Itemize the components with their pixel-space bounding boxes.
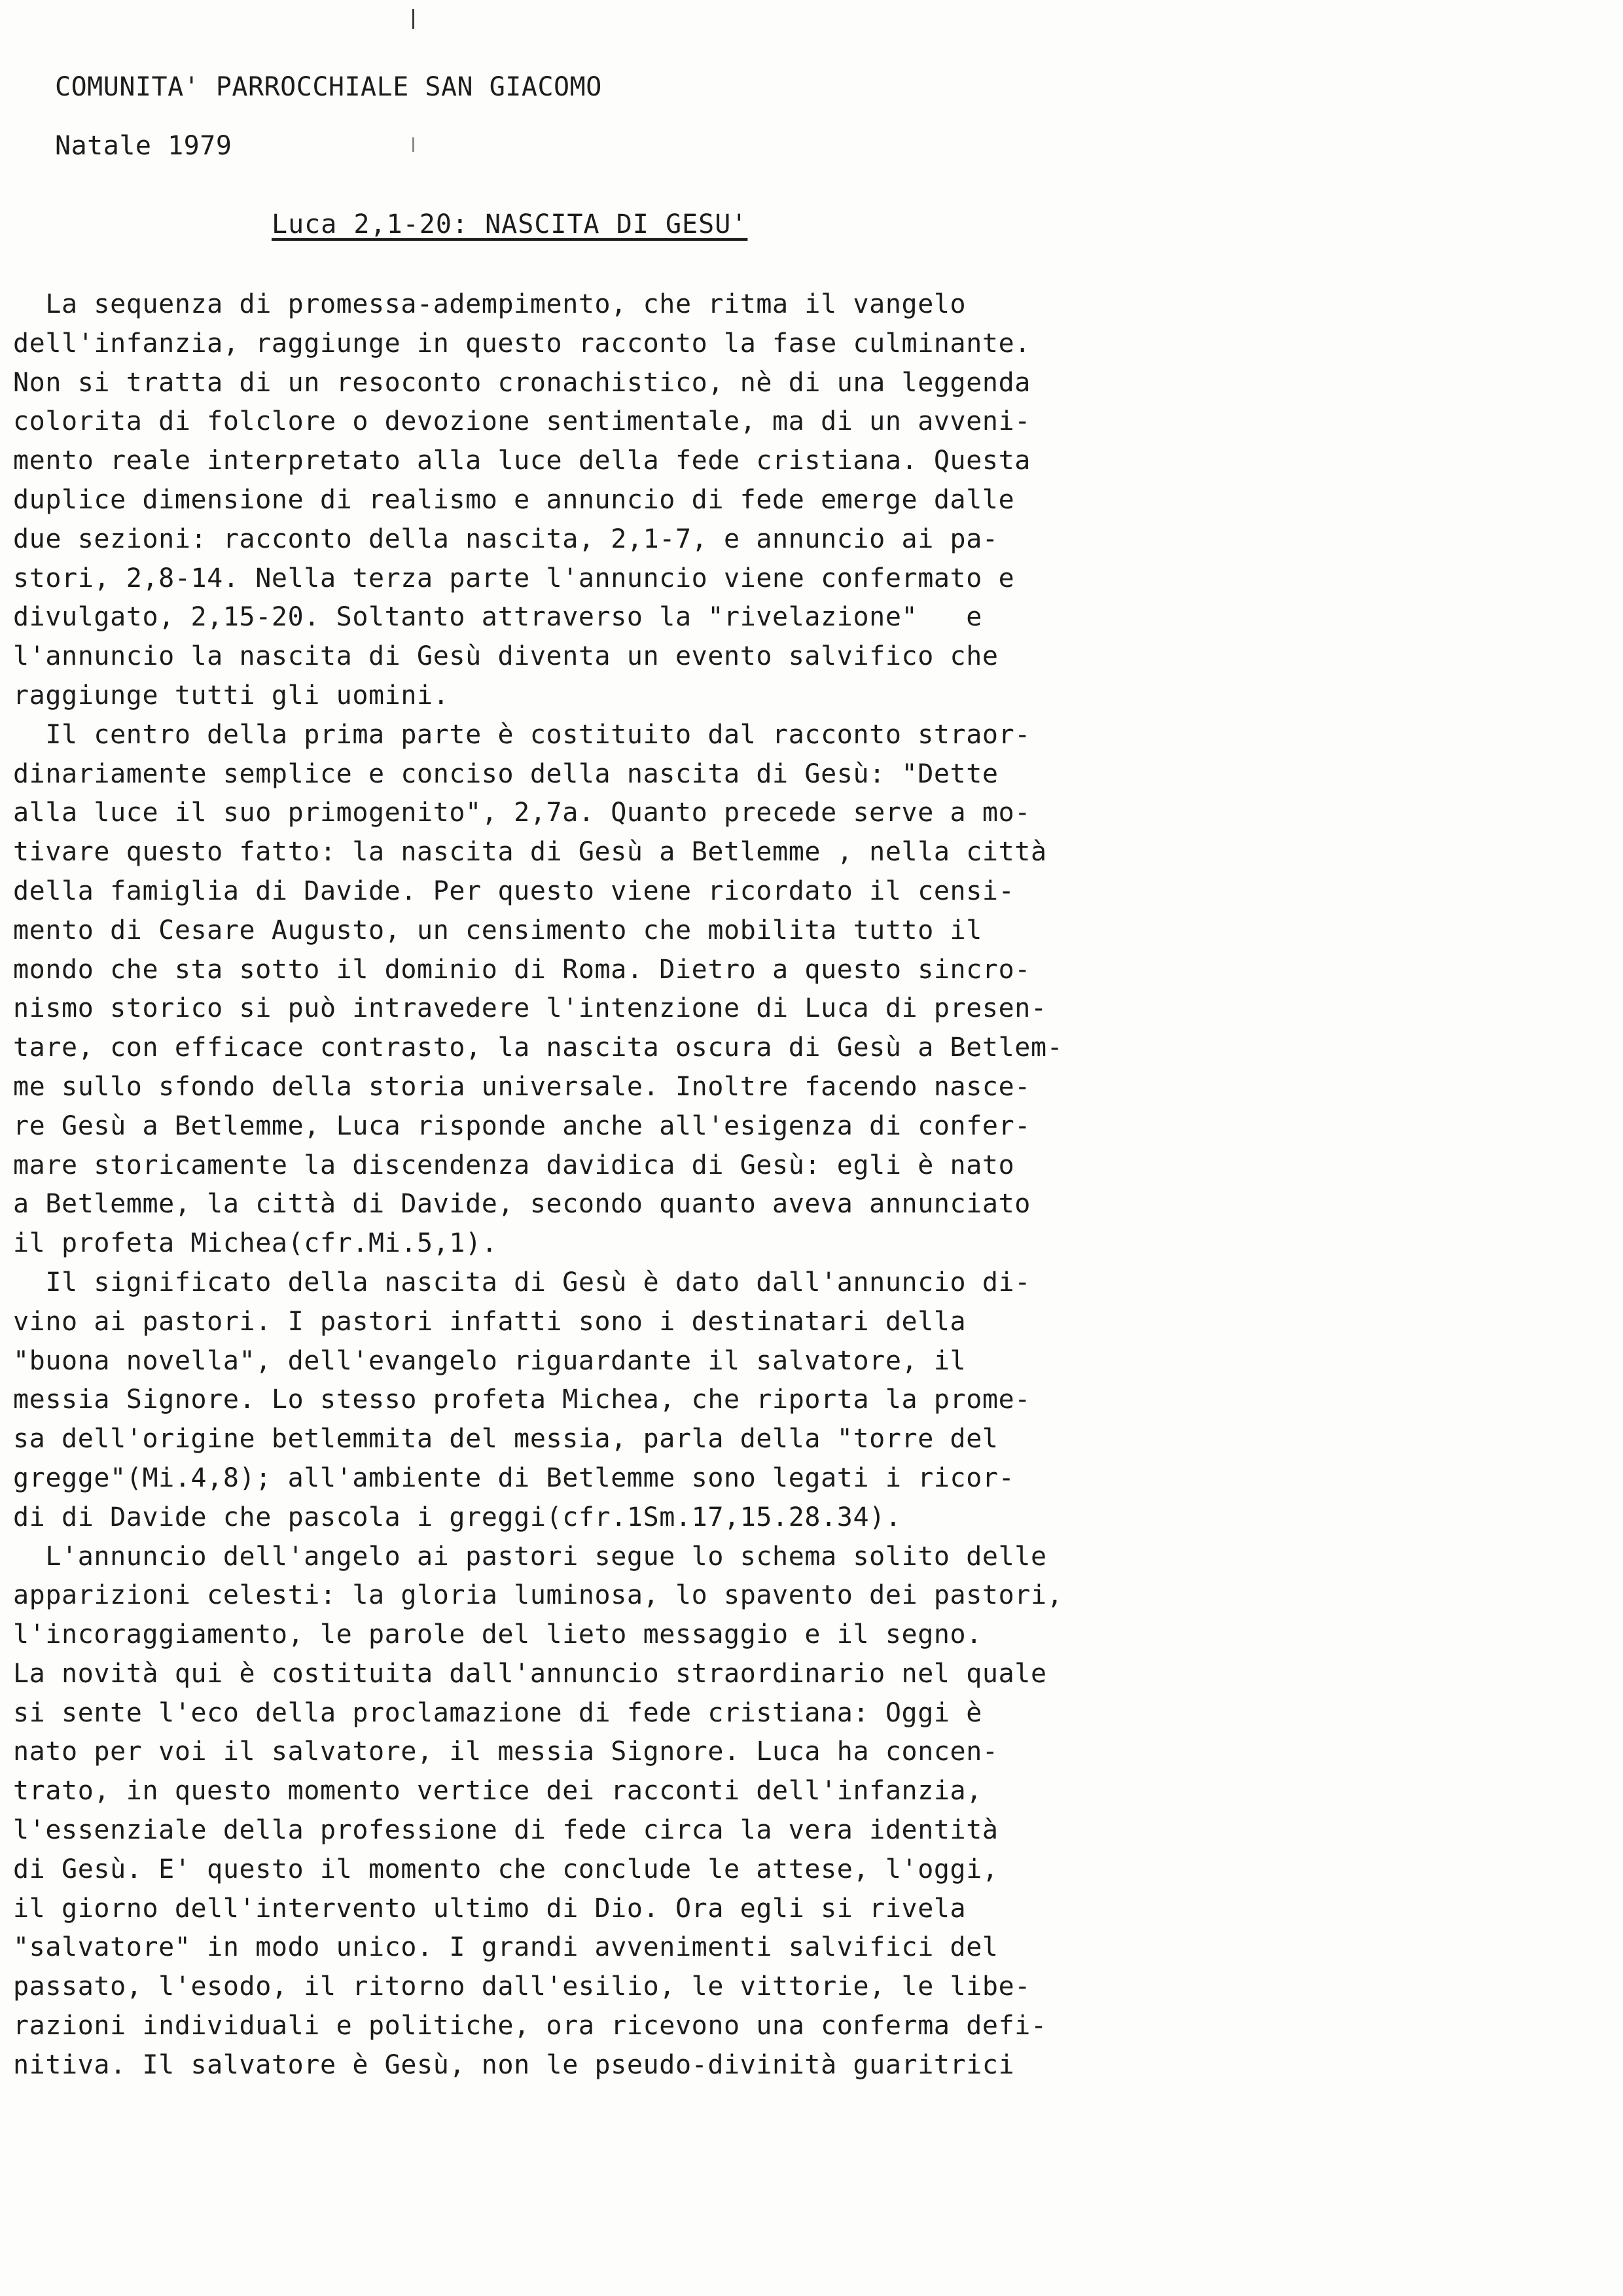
text-line: dinariamente semplice e conciso della nascita di Gesù: "Dette xyxy=(13,758,999,789)
text-line: gregge"(Mi.4,8); all'ambiente di Betlemme sono legati i ricor- xyxy=(13,1462,1015,1493)
text-line: mondo che sta sotto il dominio di Roma. Dietro a questo sincro- xyxy=(13,954,1031,985)
text-line: raggiunge tutti gli uomini. xyxy=(13,680,450,711)
text-line: il profeta Michea(cfr.Mi.5,1). xyxy=(13,1228,498,1259)
text-line: razioni individuali e politiche, ora ricevono una conferma defi- xyxy=(13,2011,1047,2041)
text-line: Il significato della nascita di Gesù è dato dall'annuncio di- xyxy=(13,1267,1031,1298)
text-line: nismo storico si può intravedere l'intenzione di Luca di presen- xyxy=(13,993,1047,1024)
text-line: me sullo sfondo della storia universale. Inoltre facendo nasce- xyxy=(13,1071,1031,1102)
text-line: dell'infanzia, raggiunge in questo racconto la fase culminante. xyxy=(13,328,1031,359)
parish-name: COMUNITA' PARROCCHIALE SAN GIACOMO xyxy=(55,72,602,102)
text-line: trato, in questo momento vertice dei racconti dell'infanzia, xyxy=(13,1776,982,1807)
text-line: La sequenza di promessa-adempimento, che ritma il vangelo xyxy=(13,289,967,319)
text-line: nato per voi il salvatore, il messia Signore. Luca ha concen- xyxy=(13,1737,999,1767)
text-line: La novità qui è costituita dall'annuncio straordinario nel quale xyxy=(13,1658,1047,1689)
text-line: Il centro della prima parte è costituito dal racconto straor- xyxy=(13,719,1031,750)
text-line: duplice dimensione di realismo e annuncio di fede emerge dalle xyxy=(13,484,1015,515)
text-line: l'essenziale della professione di fede circa la vera identità xyxy=(13,1815,999,1846)
text-line: vino ai pastori. I pastori infatti sono i destinatari della xyxy=(13,1306,967,1337)
text-line: della famiglia di Davide. Per questo viene ricordato il censi- xyxy=(13,875,1015,906)
text-line: "buona novella", dell'evangelo riguardante il salvatore, il xyxy=(13,1345,967,1376)
text-line: messia Signore. Lo stesso profeta Michea, che riporta la prome- xyxy=(13,1385,1031,1415)
text-line: due sezioni: racconto della nascita, 2,1-7, e annuncio ai pa- xyxy=(13,523,999,554)
body-text xyxy=(13,285,1322,2085)
text-line: divulgato, 2,15-20. Soltanto attraverso la "rivelazione" e xyxy=(13,602,982,633)
text-line: di di Davide che pascola i greggi(cfr.1Sm.17,15.28.34). xyxy=(13,1502,902,1532)
text-line: colorita di folclore o devozione sentimentale, ma di un avveni- xyxy=(13,406,1031,437)
document-date: Natale 1979 xyxy=(55,131,232,161)
text-line: mento di Cesare Augusto, un censimento che mobilita tutto il xyxy=(13,915,982,945)
text-line: si sente l'eco della proclamazione di fede cristiana: Oggi è xyxy=(13,1697,982,1728)
text-line: mento reale interpretato alla luce della fede cristiana. Questa xyxy=(13,446,1031,476)
text-line: alla luce il suo primogenito", 2,7a. Quanto precede serve a mo- xyxy=(13,798,1031,828)
text-line: "salvatore" in modo unico. I grandi avvenimenti salvifici del xyxy=(13,1932,999,1963)
text-line: nitiva. Il salvatore è Gesù, non le pseudo-divinità guaritrici xyxy=(13,2049,1015,2080)
text-line: tare, con efficace contrasto, la nascita oscura di Gesù a Betlem- xyxy=(13,1033,1063,1063)
text-line: re Gesù a Betlemme, Luca risponde anche all'esigenza di confer- xyxy=(13,1110,1031,1141)
text-line: di Gesù. E' questo il momento che conclude le attese, l'oggi, xyxy=(13,1854,999,1884)
text-line: passato, l'esodo, il ritorno dall'esilio, le vittorie, le libe- xyxy=(13,1971,1031,2002)
document-title: Luca 2,1-20: NASCITA DI GESU' xyxy=(272,209,748,239)
text-line: mare storicamente la discendenza davidica di Gesù: egli è nato xyxy=(13,1150,1015,1180)
text-line: tivare questo fatto: la nascita di Gesù a Betlemme , nella città xyxy=(13,837,1047,868)
punch-mark xyxy=(412,137,414,152)
text-line: l'incoraggiamento, le parole del lieto messaggio e il segno. xyxy=(13,1619,982,1650)
text-line: l'annuncio la nascita di Gesù diventa un evento salvifico che xyxy=(13,641,999,672)
text-line: stori, 2,8-14. Nella terza parte l'annuncio viene confermato e xyxy=(13,563,1015,593)
text-line: a Betlemme, la città di Davide, secondo quanto aveva annunciato xyxy=(13,1189,1031,1220)
punch-mark xyxy=(412,9,414,29)
text-line: apparizioni celesti: la gloria luminosa, lo spavento dei pastori, xyxy=(13,1580,1063,1611)
text-line: il giorno dell'intervento ultimo di Dio. Ora egli si rivela xyxy=(13,1893,967,1924)
text-line: L'annuncio dell'angelo ai pastori segue lo schema solito delle xyxy=(13,1541,1047,1572)
text-line: Non si tratta di un resoconto cronachistico, nè di una leggenda xyxy=(13,367,1031,398)
text-line: sa dell'origine betlemmita del messia, parla della "torre del xyxy=(13,1424,999,1455)
